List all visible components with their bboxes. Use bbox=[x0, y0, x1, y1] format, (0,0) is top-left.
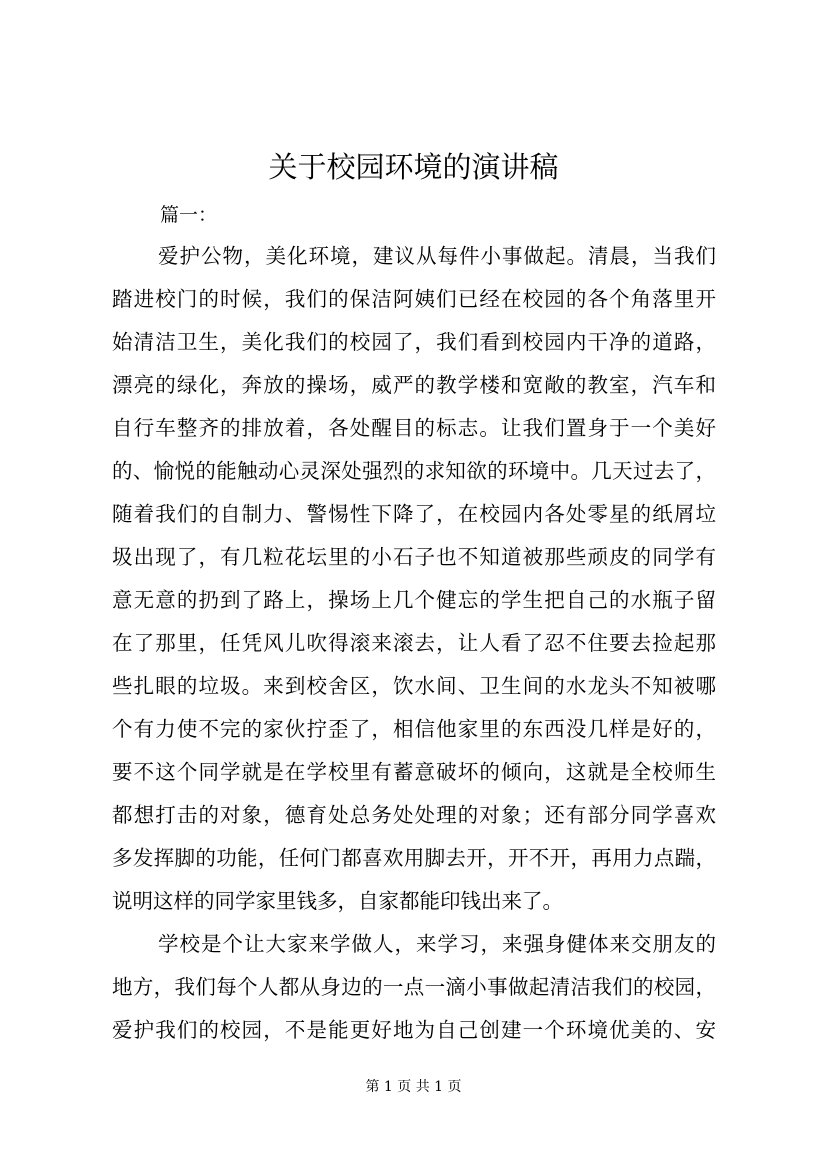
paragraph-line: 在了那里，任凭风儿吹得滚来滚去，让人看了忍不住要去捡起那 bbox=[112, 631, 716, 655]
section-heading: 篇一： bbox=[160, 204, 218, 226]
paragraph-line: 自行车整齐的排放着，各处醒目的标志。让我们置身于一个美好 bbox=[112, 416, 716, 440]
paragraph-line: 些扎眼的垃圾。来到校舍区，饮水间、卫生间的水龙头不知被哪 bbox=[112, 674, 716, 698]
paragraph-line: 意无意的扔到了路上，操场上几个健忘的学生把自己的水瓶子留 bbox=[112, 588, 716, 612]
paragraph-line: 始清洁卫生，美化我们的校园了，我们看到校园内干净的道路， bbox=[112, 330, 716, 354]
paragraph-line: 踏进校门的时候，我们的保洁阿姨们已经在校园的各个角落里开 bbox=[112, 287, 716, 311]
paragraph-line: 个有力使不完的家伙拧歪了，相信他家里的东西没几样是好的， bbox=[112, 717, 716, 741]
paragraph-line: 爱护公物，美化环境，建议从每件小事做起。清晨，当我们 bbox=[158, 244, 716, 268]
paragraph-line: 圾出现了，有几粒花坛里的小石子也不知道被那些顽皮的同学有 bbox=[112, 545, 716, 569]
paragraph-line: 说明这样的同学家里钱多，自家都能印钱出来了。 bbox=[112, 889, 563, 913]
paragraph-line: 漂亮的绿化，奔放的操场，威严的教学楼和宽敞的教室，汽车和 bbox=[112, 373, 716, 397]
paragraph-line: 都想打击的对象，德育处总务处处理的对象；还有部分同学喜欢 bbox=[112, 803, 716, 827]
paragraph-line: 的、愉悦的能触动心灵深处强烈的求知欲的环境中。几天过去了， bbox=[112, 459, 716, 483]
paragraph-line: 爱护我们的校园，不是能更好地为自己创建一个环境优美的、安 bbox=[112, 1018, 716, 1042]
paragraph-line: 要不这个同学就是在学校里有蓄意破坏的倾向，这就是全校师生 bbox=[112, 760, 716, 784]
page-footer: 第 1 页 共 1 页 bbox=[365, 1079, 462, 1095]
paragraph-line: 多发挥脚的功能，任何门都喜欢用脚去开，开不开，再用力点踹， bbox=[112, 846, 716, 870]
paragraph-line: 地方，我们每个人都从身边的一点一滴小事做起清洁我们的校园， bbox=[112, 975, 716, 999]
paragraph-line: 学校是个让大家来学做人，来学习，来强身健体来交朋友的 bbox=[158, 932, 716, 956]
paragraph-line: 随着我们的自制力、警惕性下降了，在校园内各处零星的纸屑垃 bbox=[112, 502, 716, 526]
document-title: 关于校园环境的演讲稿 bbox=[268, 150, 559, 184]
